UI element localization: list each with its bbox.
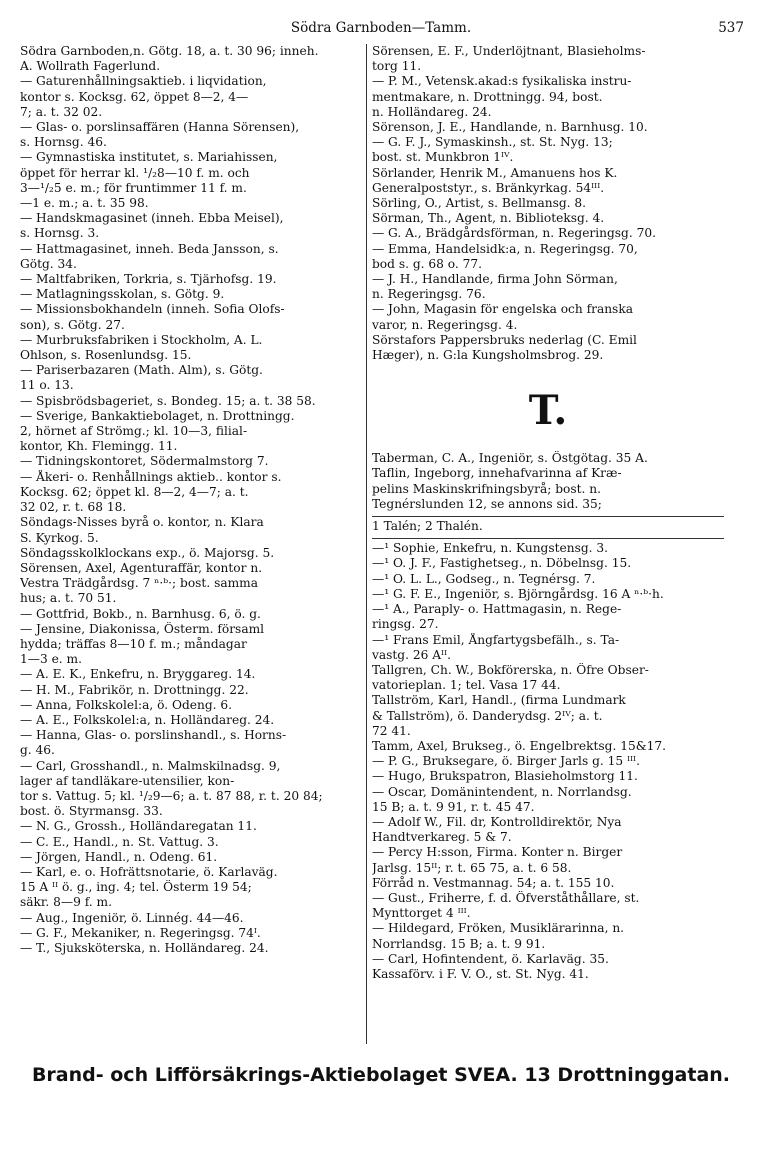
- directory-line: — Gust., Friherre, f. d. Öfverståthållare, st.: [372, 890, 640, 905]
- directory-line: Ohlson, s. Rosenlundsg. 15.: [20, 348, 192, 363]
- directory-line: Södra Garnboden,n. Götg. 18, a. t. 30 96; inneh.: [20, 44, 319, 58]
- directory-line: — Matlagningsskolan, s. Götg. 9.: [20, 287, 225, 302]
- directory-line: —¹ O. J. F., Fastighetseg., n. Döbelnsg. 15.: [372, 556, 632, 571]
- directory-line: — Hugo, Brukspatron, Blasieholmstorg 11.: [372, 769, 638, 784]
- directory-line: Kocksg. 62; öppet kl. 8—2, 4—7; a. t.: [20, 484, 249, 499]
- directory-line: hydda; träffas 8—10 f. m.; måndagar: [20, 636, 247, 651]
- directory-line: — N. G., Grossh., Holländaregatan 11.: [20, 819, 257, 834]
- directory-line: Sörstafors Pappersbruks nederlag (C. Emil: [372, 332, 637, 347]
- directory-line: —¹ Frans Emil, Ångfartygsbefälh., s. Ta-: [372, 632, 620, 647]
- directory-line: Söndags-Nisses byrå o. kontor, n. Klara: [20, 515, 264, 530]
- directory-line: bost. st. Munkbron 1ᴵⱽ.: [372, 150, 514, 165]
- directory-line: Kassaförv. i F. V. O., st. St. Nyg. 41.: [372, 966, 589, 981]
- directory-line: n. Regeringsg. 76.: [372, 287, 486, 302]
- directory-line: torg 11.: [372, 59, 422, 74]
- directory-line: — Karl, e. o. Hofrättsnotarie, ö. Karlaväg.: [20, 864, 278, 879]
- directory-line: Söndagsskolklockans exp., ö. Majorsg. 5.: [20, 545, 275, 560]
- directory-line: Norrlandsg. 15 B; a. t. 9 91.: [372, 936, 546, 951]
- directory-line: Generalpoststyr., s. Bränkyrkag. 54ᴵᴵᴵ.: [372, 180, 605, 195]
- directory-line: g. 46.: [20, 743, 55, 758]
- directory-line: 2, hörnet af Strömg.; kl. 10—3, filial-: [20, 424, 248, 439]
- directory-line: — A. E., Folkskolel:a, n. Holländareg. 24.: [20, 712, 275, 727]
- directory-line: Sörling, O., Artist, s. Bellmansg. 8.: [372, 196, 587, 211]
- directory-line: — A. E. K., Enkefru, n. Bryggareg. 14.: [20, 667, 256, 682]
- directory-line: — Gymnastiska institutet, s. Mariahissen,: [20, 150, 278, 165]
- left-column: [20, 44, 362, 956]
- section-letter: T.: [528, 387, 568, 435]
- directory-line: 7; a. t. 32 02.: [20, 104, 103, 119]
- directory-line: —¹ Sophie, Enkefru, n. Kungstensg. 3.: [372, 541, 609, 556]
- directory-line: — Sverige, Bankaktiebolaget, n. Drottningg.: [20, 408, 295, 423]
- directory-line: — Murbruksfabriken i Stockholm, A. L.: [20, 332, 263, 347]
- directory-line: — Gaturenhållningsaktieb. i liqvidation,: [20, 74, 267, 89]
- directory-line: bost. ö. Styrmansg. 33.: [20, 804, 163, 819]
- directory-line: Vestra Trädgårdsg. 7 ⁿ·ᵇ·; bost. samma: [20, 576, 258, 591]
- directory-line: — G. A., Brädgårdsförman, n. Regeringsg. 70.: [372, 226, 656, 241]
- directory-line: lager af tandläkare-utensilier, kon-: [20, 773, 235, 788]
- directory-line: — Hattmagasinet, inneh. Beda Jansson, s.: [20, 241, 279, 256]
- directory-line: — Carl, Hofintendent, ö. Karlaväg. 35.: [372, 951, 609, 966]
- directory-line: — Pariserbazaren (Math. Alm), s. Götg.: [20, 363, 263, 378]
- footer-advertisement: Brand- och Lifförsäkrings-Aktiebolaget SVEA. 13 Drottninggatan.: [31, 1064, 731, 1086]
- directory-line: — P. M., Vetensk.akad:s fysikaliska instru-: [372, 74, 632, 89]
- directory-line: —¹ O. L. L., Godseg., n. Tegnérsg. 7.: [372, 571, 596, 586]
- directory-line: öppet för herrar kl. ¹/₂8—10 f. m. och: [20, 165, 250, 180]
- note-rule-bottom: [372, 538, 724, 539]
- page-title: Södra Garnboden—Tamm.: [290, 20, 472, 36]
- directory-line: — Adolf W., Fil. dr, Kontrolldirektör, Nya: [372, 814, 622, 829]
- directory-line: vatorieplan. 1; tel. Vasa 17 44.: [372, 678, 561, 693]
- directory-line: son), s. Götg. 27.: [20, 317, 125, 332]
- directory-line: varor, n. Regeringsg. 4.: [372, 317, 518, 332]
- directory-line: 11 o. 13.: [20, 378, 74, 393]
- directory-line: Jarlsg. 15ᴵᴵ; r. t. 65 75, a. t. 6 58.: [372, 860, 572, 875]
- directory-line: Taflin, Ingeborg, innehafvarinna af Kræ-: [372, 466, 622, 481]
- directory-line: — G. F. J., Symaskinsh., st. St. Nyg. 13;: [372, 135, 613, 150]
- directory-line: — Missionsbokhandeln (inneh. Sofia Olofs-: [20, 302, 285, 317]
- directory-line: — Emma, Handelsidk:a, n. Regeringsg. 70,: [372, 241, 638, 256]
- directory-line: säkr. 8—9 f. m.: [20, 895, 112, 910]
- directory-line: — Hildegard, Fröken, Musiklärarinna, n.: [372, 921, 625, 936]
- directory-line: Sörensen, E. F., Underlöjtnant, Blasieholms-: [372, 44, 646, 58]
- directory-line: — Jensine, Diakonissa, Österm. församl: [20, 621, 265, 636]
- note-rule-top: [372, 516, 724, 517]
- directory-line: — Åkeri- o. Renhållnings aktieb.. kontor s.: [20, 469, 282, 484]
- directory-line: — Aug., Ingeniör, ö. Linnég. 44—46.: [20, 910, 244, 925]
- directory-line: Sörenson, J. E., Handlande, n. Barnhusg. 10.: [372, 120, 648, 135]
- directory-line: s. Hornsg. 46.: [20, 135, 107, 150]
- directory-line: pelins Maskinskrifningsbyrå; bost. n.: [372, 481, 601, 496]
- directory-line: 15 A ᴵᴵ ö. g., ing. 4; tel. Österm 19 54;: [20, 880, 252, 895]
- directory-line: 3—¹/₂5 e. m.; för fruntimmer 11 f. m.: [20, 180, 247, 195]
- directory-line: vastg. 26 Aᴵᴵ.: [372, 647, 451, 662]
- directory-line: bod s. g. 68 o. 77.: [372, 256, 483, 271]
- directory-line: & Tallström), ö. Danderydsg. 2ᴵⱽ; a. t.: [372, 708, 603, 723]
- directory-line: Taberman, C. A., Ingeniör, s. Östgötag. 35 A.: [372, 451, 648, 466]
- directory-line: — T., Sjuksköterska, n. Holländareg. 24.: [20, 940, 269, 955]
- directory-line: tor s. Vattug. 5; kl. ¹/₂9—6; a. t. 87 88, r. t. 20 84;: [20, 788, 323, 803]
- directory-line: hus; a. t. 70 51.: [20, 591, 117, 606]
- directory-line: Götg. 34.: [20, 256, 77, 271]
- directory-line: — Tidningskontoret, Södermalmstorg 7.: [20, 454, 269, 469]
- directory-line: ringsg. 27.: [372, 617, 439, 632]
- directory-line: — Maltfabriken, Torkria, s. Tjärhofsg. 19.: [20, 272, 277, 287]
- directory-line: — Spisbrödsbageriet, s. Bondeg. 15; a. t. 38 58.: [20, 393, 316, 408]
- directory-line: — Carl, Grosshandl., n. Malmskilnadsg. 9,: [20, 758, 281, 773]
- directory-line: Tallgren, Ch. W., Bokförerska, n. Öfre Obser-: [372, 662, 649, 677]
- directory-line: — P. G., Bruksegare, ö. Birger Jarls g. 15 ᴵᴵᴵ.: [372, 754, 640, 769]
- directory-line: Sörlander, Henrik M., Amanuens hos K.: [372, 165, 618, 180]
- directory-line: 32 02, r. t. 68 18.: [20, 500, 127, 515]
- directory-line: 1—3 e. m.: [20, 652, 82, 667]
- directory-line: — Percy H:sson, Firma. Konter n. Birger: [372, 845, 623, 860]
- directory-line: —1 e. m.; a. t. 35 98.: [20, 196, 149, 211]
- directory-line: kontor s. Kocksg. 62, öppet 8—2, 4—: [20, 89, 249, 104]
- name-variant-note: 1 Talén; 2 Thalén.: [372, 519, 483, 534]
- directory-line: — Handskmagasinet (inneh. Ebba Meisel),: [20, 211, 284, 226]
- directory-line: —¹ G. F. E., Ingeniör, s. Björngårdsg. 16 A ⁿ·ᵇ·h.: [372, 586, 664, 601]
- directory-line: 72 41.: [372, 723, 411, 738]
- directory-line: — Jörgen, Handl., n. Odeng. 61.: [20, 849, 218, 864]
- directory-line: Sörman, Th., Agent, n. Biblioteksg. 4.: [372, 211, 605, 226]
- directory-line: — H. M., Fabrikör, n. Drottningg. 22.: [20, 682, 249, 697]
- directory-line: Hæger), n. G:la Kungsholmsbrog. 29.: [372, 348, 604, 363]
- directory-line: Sörensen, Axel, Agenturaffär, kontor n.: [20, 560, 263, 575]
- directory-line: Tallström, Karl, Handl., (firma Lundmark: [372, 693, 626, 708]
- directory-line: — G. F., Mekaniker, n. Regeringsg. 74ᴵ.: [20, 925, 261, 940]
- directory-line: — Gottfrid, Bokb., n. Barnhusg. 6, ö. g.: [20, 606, 261, 621]
- directory-line: 15 B; a. t. 9 91, r. t. 45 47.: [372, 799, 535, 814]
- directory-line: mentmakare, n. Drottningg. 94, bost.: [372, 89, 603, 104]
- page-header: [18, 20, 744, 40]
- directory-line: —¹ A., Paraply- o. Hattmagasin, n. Rege-: [372, 602, 622, 617]
- directory-line: Tegnérslunden 12, se annons sid. 35;: [372, 496, 602, 511]
- page-number: 537: [718, 20, 744, 36]
- directory-line: s. Hornsg. 3.: [20, 226, 100, 241]
- directory-line: — Anna, Folkskolel:a, ö. Odeng. 6.: [20, 697, 232, 712]
- right-column: [372, 44, 724, 982]
- directory-line: — Hanna, Glas- o. porslinshandl., s. Horns-: [20, 728, 287, 743]
- right-column-entries-bottom: [372, 541, 724, 982]
- directory-line: kontor, Kh. Flemingg. 11.: [20, 439, 178, 454]
- directory-line: S. Kyrkog. 5.: [20, 530, 99, 545]
- column-divider: [366, 44, 367, 1044]
- directory-line: Förråd n. Vestmannag. 54; a. t. 155 10.: [372, 875, 615, 890]
- directory-line: n. Holländareg. 24.: [372, 104, 492, 119]
- directory-line: — Glas- o. porslinsaffären (Hanna Sörensen),: [20, 120, 300, 135]
- directory-line: — Oscar, Domänintendent, n. Norrlandsg.: [372, 784, 632, 799]
- directory-line: — C. E., Handl., n. St. Vattug. 3.: [20, 834, 219, 849]
- directory-line: Mynttorget 4 ᴵᴵᴵ.: [372, 906, 471, 921]
- directory-line: — John, Magasin för engelska och franska: [372, 302, 633, 317]
- right-column-t-intro: [372, 451, 724, 512]
- directory-line: A. Wollrath Fagerlund.: [20, 59, 161, 74]
- directory-line: — J. H., Handlande, firma John Sörman,: [372, 272, 618, 287]
- directory-line: Tamm, Axel, Brukseg., ö. Engelbrektsg. 15&17.: [372, 738, 666, 753]
- right-column-entries-top: [372, 44, 724, 363]
- directory-line: Handtverkareg. 5 & 7.: [372, 830, 512, 845]
